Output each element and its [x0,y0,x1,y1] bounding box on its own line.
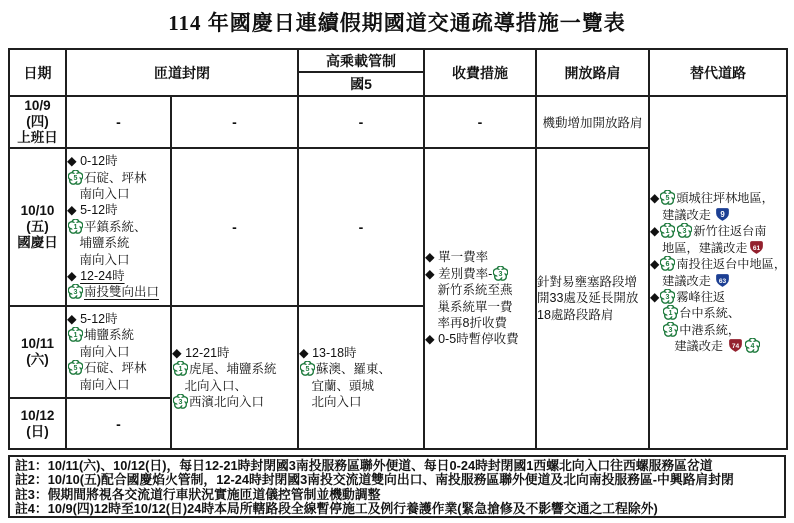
footnote-3: 註3：假期間將視各交流道行車狀況實施匝道儀控管制並機動調整 [15,486,381,502]
expressway-route-74-icon [728,338,743,353]
svg-text:3: 3 [668,325,673,334]
date-cell-10-12: 10/12 (日) [9,398,66,449]
col-header-open-shoulder: 開放路肩 [536,49,649,96]
national-route-1-icon [663,305,678,320]
svg-text:5: 5 [73,173,78,182]
date-cell-10-10: 10/10 (五) 國慶日 [9,148,66,306]
svg-text:6: 6 [665,260,670,269]
footnote-2: 註2：10/10(五)配合國慶焰火管制，12-24時封閉國3南投交流道雙向出口、南投服務區聯外便道及北向南投服務區-中興路肩封閉 [15,472,734,488]
national-route-4-icon [745,338,760,353]
col-header-alternative-roads: 替代道路 [649,49,787,96]
national-route-3-icon [493,266,508,281]
ramp-a-cell-10-11: ◆ 5-12時 1 埔鹽系統 南向入口 5 石碇、坪林 南向入口 [66,306,171,398]
national-route-1-icon [68,219,83,234]
col-header-date: 日期 [9,49,66,96]
col-header-hov-control: 高乘載管制 [298,49,424,72]
svg-text:5: 5 [305,365,310,374]
national-route-5-icon [68,170,83,185]
svg-text:3: 3 [178,397,183,406]
svg-text:3: 3 [73,288,78,297]
national-route-3-icon [68,284,83,299]
hov-cell-10-10: - [298,148,424,306]
ramp-b-cell-10-9: - [171,96,298,148]
svg-text:1: 1 [73,331,78,340]
provincial-route-63-icon [715,273,730,288]
national-route-6-icon [660,256,675,271]
svg-text:5: 5 [73,364,78,373]
svg-text:61: 61 [752,244,760,252]
toll-merged-cell: ◆ 單一費率 ◆ 差別費率- 3 新竹系統至燕 巢系統單一費 率再8折收費 ◆ 0-5時暫停收費 [424,148,536,449]
footnote-1: 註1：10/11(六)、10/12(日)，每日12-21時封閉國3南投服務區聯外便道、每日0-24時封閉國1西螺北向入口往西螺服務區岔道 [15,458,713,473]
svg-text:74: 74 [731,342,739,350]
national-route-1-icon [68,327,83,342]
svg-text:1: 1 [668,309,673,318]
alt-roads-merged-cell: ◆ 5 頭城往坪林地區， 建議改走 9 ◆ 1 3 新竹往返台南 地區，建議改走 61 ◆ 6 南投往返台中地區， 建議改走 63 ◆ 3 霧峰往返 1 台中系統、 3 中港系統， 建議改走 74 4 [649,96,787,449]
hov-cell-10-9: - [298,96,424,148]
shoulder-cell-10-9: 機動增加開放路肩 [536,96,649,148]
toll-cell-10-9: - [424,96,536,148]
hov-merged-cell: ◆ 13-18時 5 蘇澳、羅東、 宜蘭、頭城 北向入口 [298,306,424,449]
national-route-5-icon [300,361,315,376]
svg-text:63: 63 [719,277,727,285]
footnote-4: 註4：10/9(四)12時至10/12(日)24時本局所轄路段全線暫停施工及例行養護作業(緊急搶修及不影響交通之工程除外) [15,500,658,516]
ramp-b-cell-10-10: - [171,148,298,306]
svg-text:1: 1 [73,222,78,231]
ramp-a-cell-10-12: - [66,398,171,449]
national-route-3-icon [663,322,678,337]
svg-text:9: 9 [720,210,726,220]
national-route-3-icon [660,289,675,304]
col-header-toll-measures: 收費措施 [424,49,536,96]
national-route-1-icon [660,223,675,238]
footnotes-box [8,455,786,518]
ramp-a-cell-10-9: - [66,96,171,148]
expressway-route-61-icon [749,240,764,255]
date-cell-10-11: 10/11 (六) [9,306,66,398]
ramp-b-merged-cell: ◆ 12-21時 1 虎尾、埔鹽系統 北向入口、 3 西濱北向入口 [171,306,298,449]
svg-text:3: 3 [682,227,687,236]
svg-text:1: 1 [665,227,670,236]
traffic-measures-table [8,48,788,450]
svg-text:4: 4 [750,342,754,351]
national-route-5-icon [660,190,675,205]
svg-text:3: 3 [498,269,503,278]
col-header-hov-route-n5: 國5 [298,72,424,96]
shoulder-merged-cell: 針對易壅塞路段增開33處及延長開放18處路段路肩 [536,148,649,449]
national-route-1-icon [173,361,188,376]
page-title: 114 年國慶日連續假期國道交通疏導措施一覽表 [168,11,626,35]
svg-text:3: 3 [665,292,670,301]
ramp-a-cell-10-10: ◆ 0-12時 5 石碇、坪林 南向入口 ◆ 5-12時 1 平鎮系統、 埔鹽系統 南向入口 ◆ 12-24時 3 南投雙向出口 [66,148,171,306]
row-10-9 [9,96,787,148]
col-header-ramp-closure: 匝道封閉 [66,49,298,96]
header-row-1 [9,49,787,72]
provincial-route-9-icon [715,207,730,222]
national-route-3-icon [173,394,188,409]
svg-text:5: 5 [665,194,670,203]
svg-text:1: 1 [178,365,183,374]
national-route-5-icon [68,360,83,375]
national-route-3-icon [677,223,692,238]
date-cell-10-9: 10/9 (四) 上班日 [9,96,66,148]
